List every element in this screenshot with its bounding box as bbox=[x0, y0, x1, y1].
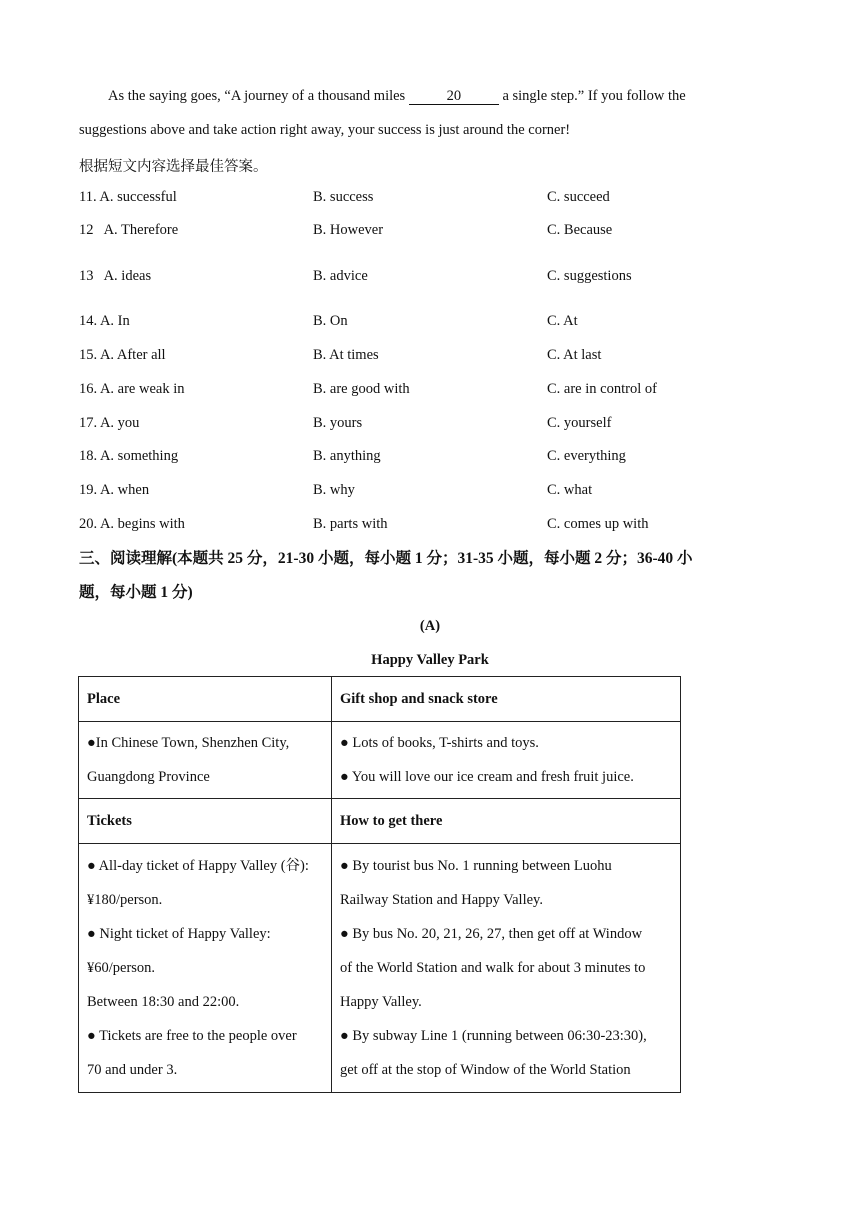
section-heading-line-2: 题，每小题 1 分) bbox=[79, 584, 193, 601]
tickets-cell bbox=[79, 844, 332, 1093]
table-row bbox=[79, 677, 681, 722]
tickets-line: Between 18:30 and 22:00. bbox=[87, 994, 240, 1010]
option-b: B. However bbox=[313, 222, 384, 238]
section-heading bbox=[79, 542, 779, 610]
table-row bbox=[79, 799, 681, 844]
option-b: B. At times bbox=[313, 347, 379, 363]
section-heading-line-1: 三、阅读理解(本题共 25 分，21-30 小题，每小题 1 分；31-35 小题，每小题 2 分；36-40 小 bbox=[79, 550, 693, 567]
option-b: B. are good with bbox=[313, 381, 410, 397]
part-label: (A) bbox=[419, 618, 441, 634]
option-row bbox=[79, 482, 779, 502]
tickets-line: ● All-day ticket of Happy Valley (谷): bbox=[87, 858, 309, 874]
option-c: C. yourself bbox=[547, 415, 612, 431]
option-c: C. At bbox=[547, 313, 578, 329]
passage-line-2: suggestions above and take action right away, your success is just around the corner! bbox=[79, 122, 571, 138]
directions-line: Railway Station and Happy Valley. bbox=[340, 892, 543, 908]
directions-line: ● By tourist bus No. 1 running between Luohu bbox=[340, 858, 612, 874]
passage-text-after-blank: a single step.” If you follow the bbox=[502, 88, 686, 104]
directions-line: Happy Valley. bbox=[340, 994, 422, 1010]
option-b: B. advice bbox=[313, 268, 368, 284]
option-c: C. succeed bbox=[547, 189, 610, 205]
tickets-header: Tickets bbox=[79, 799, 332, 844]
tickets-line: ¥180/person. bbox=[87, 892, 163, 908]
tickets-line: ● Night ticket of Happy Valley: bbox=[87, 926, 271, 942]
option-c: C. everything bbox=[547, 448, 626, 464]
option-row bbox=[79, 189, 779, 209]
option-b: B. anything bbox=[313, 448, 381, 464]
option-a: 16. A. are weak in bbox=[79, 381, 185, 397]
how-to-get-there-cell bbox=[332, 844, 681, 1093]
option-row bbox=[79, 381, 779, 401]
option-a: 13 A. ideas bbox=[79, 268, 152, 284]
option-row bbox=[79, 268, 779, 288]
tickets-line: 70 and under 3. bbox=[87, 1062, 178, 1078]
option-c: C. At last bbox=[547, 347, 602, 363]
option-b: B. yours bbox=[313, 415, 363, 431]
option-c: C. what bbox=[547, 482, 593, 498]
answer-blank-20: 20 bbox=[409, 88, 499, 105]
option-b: B. why bbox=[313, 482, 355, 498]
option-row bbox=[79, 415, 779, 435]
gift-shop-header: Gift shop and snack store bbox=[332, 677, 681, 722]
option-row bbox=[79, 222, 779, 242]
option-a: 11. A. successful bbox=[79, 189, 177, 205]
option-c: C. are in control of bbox=[547, 381, 657, 397]
option-a: 12 A. Therefore bbox=[79, 222, 179, 238]
how-to-get-there-header: How to get there bbox=[332, 799, 681, 844]
option-a: 17. A. you bbox=[79, 415, 140, 431]
option-b: B. success bbox=[313, 189, 374, 205]
place-line: Guangdong Province bbox=[87, 769, 210, 785]
tickets-line: ● Tickets are free to the people over bbox=[87, 1028, 297, 1044]
table-row bbox=[79, 722, 681, 799]
directions-line: ● By bus No. 20, 21, 26, 27, then get off at Window bbox=[340, 926, 643, 942]
directions-line: get off at the stop of Window of the World Station bbox=[340, 1062, 631, 1078]
directions-line: of the World Station and walk for about 3 minutes to bbox=[340, 960, 646, 976]
instruction-text: 根据短文内容选择最佳答案。 bbox=[79, 159, 268, 175]
table-title: Happy Valley Park bbox=[371, 652, 489, 668]
tickets-line: ¥60/person. bbox=[87, 960, 156, 976]
option-c: C. comes up with bbox=[547, 516, 649, 532]
option-row bbox=[79, 448, 779, 468]
option-row bbox=[79, 313, 779, 333]
option-a: 15. A. After all bbox=[79, 347, 166, 363]
option-row bbox=[79, 516, 779, 536]
option-a: 18. A. something bbox=[79, 448, 179, 464]
gift-shop-line: ● You will love our ice cream and fresh fruit juice. bbox=[340, 769, 634, 785]
option-a: 19. A. when bbox=[79, 482, 150, 498]
directions-line: ● By subway Line 1 (running between 06:30-23:30), bbox=[340, 1028, 647, 1044]
table-row bbox=[79, 844, 681, 1093]
option-c: C. suggestions bbox=[547, 268, 632, 284]
gift-shop-line: ● Lots of books, T-shirts and toys. bbox=[340, 735, 539, 751]
passage-line-1 bbox=[108, 88, 686, 105]
option-b: B. parts with bbox=[313, 516, 388, 532]
park-info-table bbox=[78, 676, 681, 1093]
option-b: B. On bbox=[313, 313, 348, 329]
option-c: C. Because bbox=[547, 222, 613, 238]
option-a: 14. A. In bbox=[79, 313, 130, 329]
gift-shop-cell bbox=[332, 722, 681, 799]
passage-text-before-blank: As the saying goes, “A journey of a thousand miles bbox=[108, 88, 406, 104]
place-line: ●In Chinese Town, Shenzhen City, bbox=[87, 735, 290, 751]
option-a: 20. A. begins with bbox=[79, 516, 185, 532]
place-header: Place bbox=[79, 677, 332, 722]
option-row bbox=[79, 347, 779, 367]
place-cell bbox=[79, 722, 332, 799]
